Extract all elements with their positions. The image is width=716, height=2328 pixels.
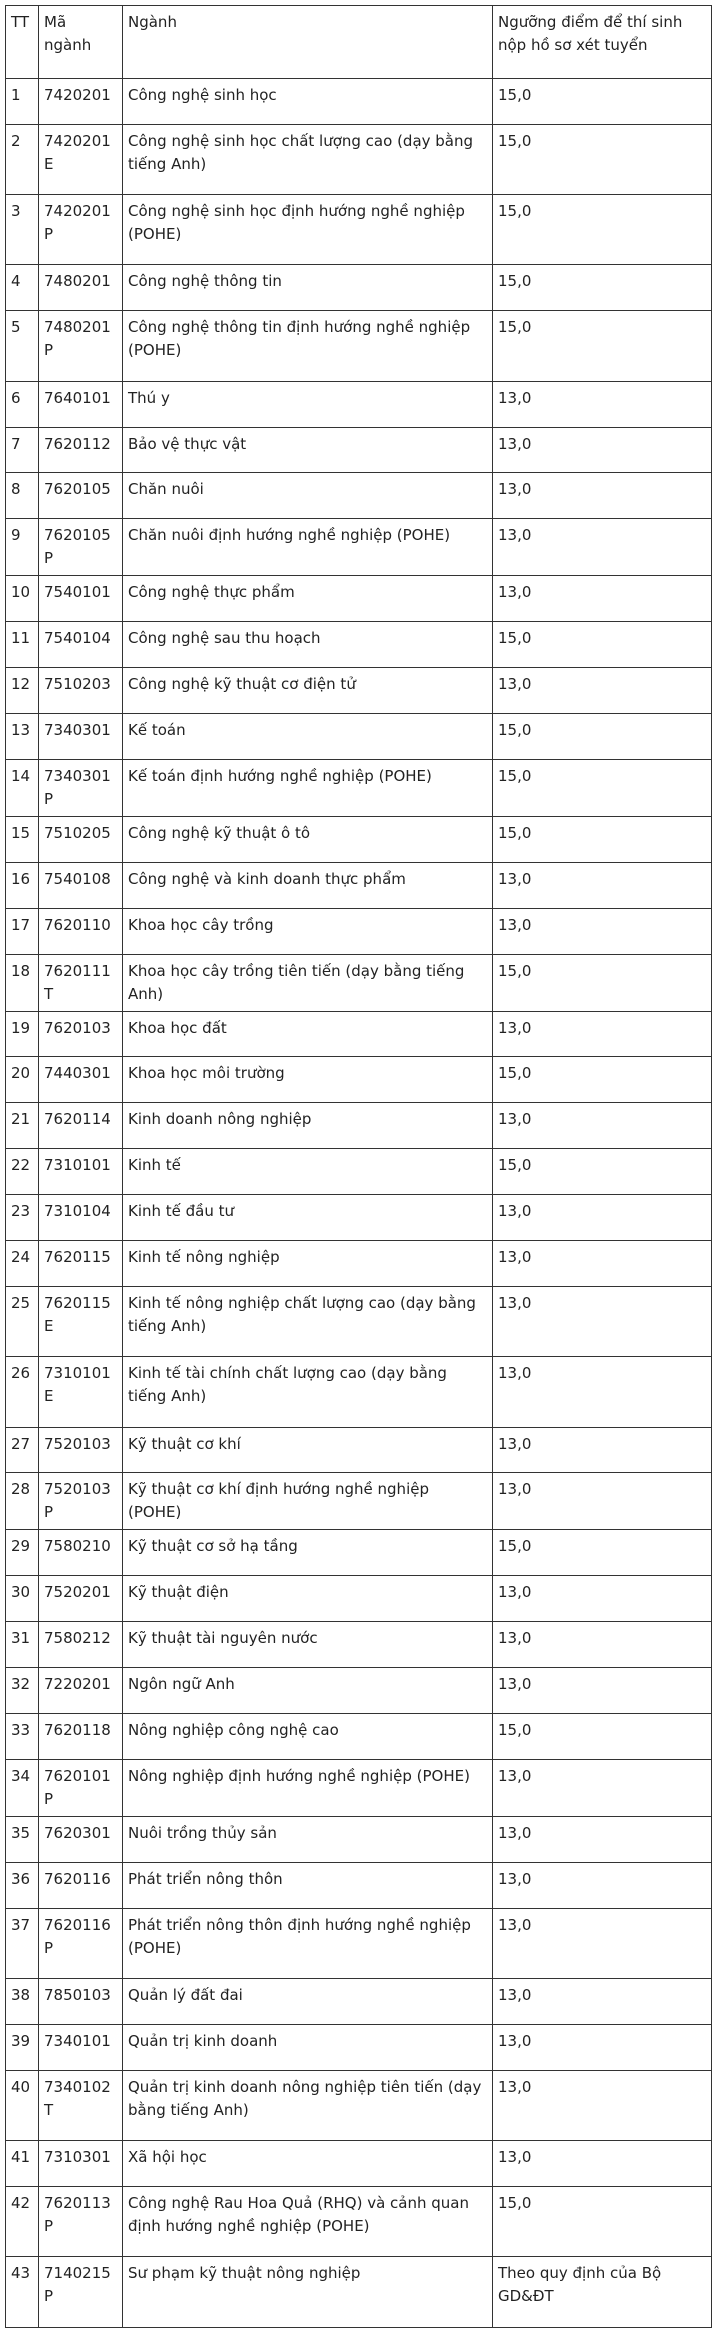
row-code-cell: 7520103	[39, 1427, 123, 1473]
row-major-cell: Công nghệ thực phẩm	[123, 576, 493, 622]
row-major-cell: Kinh tế	[123, 1149, 493, 1195]
table-row	[6, 1759, 712, 1816]
row-code-cell: 7220201	[39, 1668, 123, 1714]
table-row	[6, 1622, 712, 1668]
row-tt-cell: 11	[6, 622, 39, 668]
row-major-cell: Kinh tế nông nghiệp chất lượng cao (dạy bằng tiếng Anh)	[123, 1286, 493, 1356]
row-code-cell: 7480201P	[39, 311, 123, 381]
row-score-cell: 15,0	[493, 1149, 712, 1195]
row-tt-cell: 40	[6, 2070, 39, 2140]
row-major-cell: Ngôn ngữ Anh	[123, 1668, 493, 1714]
row-score-cell: 15,0	[493, 124, 712, 194]
row-code-cell: 7620112	[39, 427, 123, 473]
row-score-cell: 15,0	[493, 1530, 712, 1576]
row-score-cell: 13,0	[493, 381, 712, 427]
row-tt-cell: 25	[6, 1286, 39, 1356]
row-code-cell: 7310101	[39, 1149, 123, 1195]
row-tt-cell: 29	[6, 1530, 39, 1576]
table-row	[6, 1103, 712, 1149]
row-score-cell: 13,0	[493, 1286, 712, 1356]
row-code-cell: 7420201P	[39, 195, 123, 265]
row-score-cell: 13,0	[493, 1668, 712, 1714]
row-tt-cell: 13	[6, 714, 39, 760]
row-score-cell: 13,0	[493, 576, 712, 622]
row-tt-cell: 12	[6, 668, 39, 714]
row-tt-cell: 3	[6, 195, 39, 265]
row-major-cell: Khoa học môi trường	[123, 1057, 493, 1103]
row-code-cell: 7340301	[39, 714, 123, 760]
row-code-cell: 7620115	[39, 1241, 123, 1287]
row-tt-cell: 17	[6, 908, 39, 954]
table-row	[6, 1286, 712, 1356]
row-tt-cell: 15	[6, 816, 39, 862]
row-code-cell: 7580212	[39, 1622, 123, 1668]
table-row	[6, 1862, 712, 1908]
row-code-cell: 7310101E	[39, 1357, 123, 1427]
row-score-cell: 13,0	[493, 519, 712, 576]
row-tt-cell: 14	[6, 759, 39, 816]
row-tt-cell: 22	[6, 1149, 39, 1195]
row-major-cell: Kinh doanh nông nghiệp	[123, 1103, 493, 1149]
row-major-cell: Công nghệ sinh học chất lượng cao (dạy bằng tiếng Anh)	[123, 124, 493, 194]
row-tt-cell: 18	[6, 954, 39, 1011]
row-major-cell: Kinh tế nông nghiệp	[123, 1241, 493, 1287]
row-code-cell: 7310301	[39, 2141, 123, 2187]
row-code-cell: 7510203	[39, 668, 123, 714]
row-score-cell: 15,0	[493, 1713, 712, 1759]
row-score-cell: 13,0	[493, 1816, 712, 1862]
row-major-cell: Chăn nuôi	[123, 473, 493, 519]
row-major-cell: Kỹ thuật cơ khí định hướng nghề nghiệp (POHE)	[123, 1473, 493, 1530]
row-major-cell: Kế toán định hướng nghề nghiệp (POHE)	[123, 759, 493, 816]
row-tt-cell: 16	[6, 862, 39, 908]
row-code-cell: 7420201	[39, 79, 123, 125]
table-row	[6, 519, 712, 576]
row-tt-cell: 21	[6, 1103, 39, 1149]
row-code-cell: 7620111T	[39, 954, 123, 1011]
table-row	[6, 1195, 712, 1241]
table-row	[6, 1576, 712, 1622]
row-score-cell: 13,0	[493, 473, 712, 519]
row-code-cell: 7620116P	[39, 1908, 123, 1978]
row-major-cell: Công nghệ thông tin	[123, 265, 493, 311]
row-major-cell: Kỹ thuật cơ khí	[123, 1427, 493, 1473]
table-row	[6, 954, 712, 1011]
table-row	[6, 79, 712, 125]
row-major-cell: Công nghệ sinh học	[123, 79, 493, 125]
row-code-cell: 7440301	[39, 1057, 123, 1103]
row-tt-cell: 7	[6, 427, 39, 473]
row-score-cell: 15,0	[493, 311, 712, 381]
row-tt-cell: 6	[6, 381, 39, 427]
row-code-cell: 7620114	[39, 1103, 123, 1149]
row-score-cell: 13,0	[493, 668, 712, 714]
table-row	[6, 1011, 712, 1057]
row-major-cell: Thú y	[123, 381, 493, 427]
row-tt-cell: 38	[6, 1978, 39, 2024]
row-code-cell: 7420201E	[39, 124, 123, 194]
row-major-cell: Phát triển nông thôn định hướng nghề nghiệp (POHE)	[123, 1908, 493, 1978]
row-code-cell: 7620105P	[39, 519, 123, 576]
row-tt-cell: 19	[6, 1011, 39, 1057]
row-tt-cell: 28	[6, 1473, 39, 1530]
row-score-cell: 13,0	[493, 2141, 712, 2187]
row-major-cell: Chăn nuôi định hướng nghề nghiệp (POHE)	[123, 519, 493, 576]
row-code-cell: 7620116	[39, 1862, 123, 1908]
row-score-cell: 13,0	[493, 862, 712, 908]
row-tt-cell: 42	[6, 2186, 39, 2256]
row-code-cell: 7620115E	[39, 1286, 123, 1356]
row-tt-cell: 20	[6, 1057, 39, 1103]
table-row	[6, 2141, 712, 2187]
row-tt-cell: 33	[6, 1713, 39, 1759]
row-major-cell: Kế toán	[123, 714, 493, 760]
row-score-cell: 15,0	[493, 816, 712, 862]
row-code-cell: 7340301P	[39, 759, 123, 816]
table-row	[6, 862, 712, 908]
row-score-cell: 15,0	[493, 759, 712, 816]
row-tt-cell: 31	[6, 1622, 39, 1668]
row-code-cell: 7520201	[39, 1576, 123, 1622]
table-row	[6, 473, 712, 519]
row-code-cell: 7620103	[39, 1011, 123, 1057]
row-score-cell: 13,0	[493, 908, 712, 954]
row-score-cell: 13,0	[493, 1241, 712, 1287]
table-row	[6, 908, 712, 954]
header-code: Mã ngành	[39, 6, 123, 79]
table-row	[6, 311, 712, 381]
row-major-cell: Kinh tế tài chính chất lượng cao (dạy bằng tiếng Anh)	[123, 1357, 493, 1427]
row-tt-cell: 24	[6, 1241, 39, 1287]
row-score-cell: 13,0	[493, 1357, 712, 1427]
row-major-cell: Công nghệ Rau Hoa Quả (RHQ) và cảnh quan định hướng nghề nghiệp (POHE)	[123, 2186, 493, 2256]
row-tt-cell: 30	[6, 1576, 39, 1622]
table-row	[6, 265, 712, 311]
row-tt-cell: 39	[6, 2024, 39, 2070]
row-major-cell: Bảo vệ thực vật	[123, 427, 493, 473]
row-code-cell: 7340101	[39, 2024, 123, 2070]
row-score-cell: 13,0	[493, 1978, 712, 2024]
row-code-cell: 7620110	[39, 908, 123, 954]
table-row	[6, 1978, 712, 2024]
row-major-cell: Công nghệ và kinh doanh thực phẩm	[123, 862, 493, 908]
row-code-cell: 7540108	[39, 862, 123, 908]
row-tt-cell: 1	[6, 79, 39, 125]
table-row	[6, 668, 712, 714]
row-score-cell: 13,0	[493, 1908, 712, 1978]
row-score-cell: 15,0	[493, 195, 712, 265]
table-row	[6, 576, 712, 622]
table-row	[6, 1057, 712, 1103]
table-row	[6, 2070, 712, 2140]
row-major-cell: Công nghệ sinh học định hướng nghề nghiệp (POHE)	[123, 195, 493, 265]
row-score-cell: 13,0	[493, 1473, 712, 1530]
row-tt-cell: 43	[6, 2257, 39, 2327]
table-row	[6, 1908, 712, 1978]
row-major-cell: Công nghệ sau thu hoạch	[123, 622, 493, 668]
row-tt-cell: 4	[6, 265, 39, 311]
row-major-cell: Kỹ thuật tài nguyên nước	[123, 1622, 493, 1668]
row-score-cell: 15,0	[493, 1057, 712, 1103]
table-row	[6, 124, 712, 194]
row-tt-cell: 34	[6, 1759, 39, 1816]
row-major-cell: Nông nghiệp công nghệ cao	[123, 1713, 493, 1759]
row-major-cell: Khoa học đất	[123, 1011, 493, 1057]
row-tt-cell: 32	[6, 1668, 39, 1714]
row-score-cell: 15,0	[493, 954, 712, 1011]
table-header-row	[6, 6, 712, 79]
row-tt-cell: 27	[6, 1427, 39, 1473]
header-major: Ngành	[123, 6, 493, 79]
row-score-cell: 13,0	[493, 1576, 712, 1622]
row-major-cell: Nuôi trồng thủy sản	[123, 1816, 493, 1862]
table-row	[6, 381, 712, 427]
row-tt-cell: 2	[6, 124, 39, 194]
table-row	[6, 1473, 712, 1530]
row-score-cell: Theo quy định của Bộ GD&ĐT	[493, 2257, 712, 2327]
row-code-cell: 7580210	[39, 1530, 123, 1576]
row-code-cell: 7340102T	[39, 2070, 123, 2140]
row-tt-cell: 35	[6, 1816, 39, 1862]
row-score-cell: 13,0	[493, 2024, 712, 2070]
row-major-cell: Xã hội học	[123, 2141, 493, 2187]
row-tt-cell: 5	[6, 311, 39, 381]
row-code-cell: 7310104	[39, 1195, 123, 1241]
row-tt-cell: 26	[6, 1357, 39, 1427]
table-row	[6, 195, 712, 265]
header-tt: TT	[6, 6, 39, 79]
table-row	[6, 1816, 712, 1862]
row-score-cell: 13,0	[493, 1862, 712, 1908]
row-score-cell: 15,0	[493, 714, 712, 760]
table-row	[6, 816, 712, 862]
table-row	[6, 1357, 712, 1427]
row-tt-cell: 9	[6, 519, 39, 576]
row-score-cell: 13,0	[493, 1103, 712, 1149]
row-major-cell: Kỹ thuật cơ sở hạ tầng	[123, 1530, 493, 1576]
table-row	[6, 1530, 712, 1576]
row-code-cell: 7540104	[39, 622, 123, 668]
table-row	[6, 2186, 712, 2256]
table-body	[6, 6, 712, 2328]
table-row	[6, 2257, 712, 2327]
table-row	[6, 714, 712, 760]
table-row	[6, 1427, 712, 1473]
row-major-cell: Công nghệ kỹ thuật ô tô	[123, 816, 493, 862]
row-code-cell: 7620118	[39, 1713, 123, 1759]
row-score-cell: 13,0	[493, 1195, 712, 1241]
row-score-cell: 13,0	[493, 1427, 712, 1473]
table-row	[6, 622, 712, 668]
row-tt-cell: 36	[6, 1862, 39, 1908]
row-score-cell: 13,0	[493, 1759, 712, 1816]
row-major-cell: Sư phạm kỹ thuật nông nghiệp	[123, 2257, 493, 2327]
row-tt-cell: 41	[6, 2141, 39, 2187]
row-major-cell: Quản trị kinh doanh nông nghiệp tiên tiến (dạy bằng tiếng Anh)	[123, 2070, 493, 2140]
row-code-cell: 7620301	[39, 1816, 123, 1862]
table-row	[6, 1668, 712, 1714]
admission-threshold-table	[5, 5, 712, 2328]
table-row	[6, 427, 712, 473]
header-score: Ngưỡng điểm để thí sinh nộp hồ sơ xét tuyển	[493, 6, 712, 79]
row-score-cell: 15,0	[493, 2186, 712, 2256]
row-score-cell: 13,0	[493, 1622, 712, 1668]
table-row	[6, 1241, 712, 1287]
row-code-cell: 7480201	[39, 265, 123, 311]
row-code-cell: 7140215P	[39, 2257, 123, 2327]
row-major-cell: Công nghệ thông tin định hướng nghề nghiệp (POHE)	[123, 311, 493, 381]
row-code-cell: 7620101P	[39, 1759, 123, 1816]
row-major-cell: Quản trị kinh doanh	[123, 2024, 493, 2070]
row-major-cell: Kỹ thuật điện	[123, 1576, 493, 1622]
row-major-cell: Kinh tế đầu tư	[123, 1195, 493, 1241]
row-code-cell: 7640101	[39, 381, 123, 427]
row-major-cell: Quản lý đất đai	[123, 1978, 493, 2024]
row-code-cell: 7620105	[39, 473, 123, 519]
row-major-cell: Phát triển nông thôn	[123, 1862, 493, 1908]
row-major-cell: Khoa học cây trồng	[123, 908, 493, 954]
row-score-cell: 15,0	[493, 265, 712, 311]
row-code-cell: 7510205	[39, 816, 123, 862]
row-tt-cell: 37	[6, 1908, 39, 1978]
table-row	[6, 1149, 712, 1195]
row-code-cell: 7850103	[39, 1978, 123, 2024]
table-row	[6, 2024, 712, 2070]
row-score-cell: 13,0	[493, 427, 712, 473]
row-score-cell: 13,0	[493, 2070, 712, 2140]
row-code-cell: 7620113P	[39, 2186, 123, 2256]
row-major-cell: Nông nghiệp định hướng nghề nghiệp (POHE)	[123, 1759, 493, 1816]
row-score-cell: 15,0	[493, 79, 712, 125]
row-score-cell: 15,0	[493, 622, 712, 668]
row-score-cell: 13,0	[493, 1011, 712, 1057]
table-row	[6, 1713, 712, 1759]
row-tt-cell: 8	[6, 473, 39, 519]
row-code-cell: 7520103P	[39, 1473, 123, 1530]
row-tt-cell: 23	[6, 1195, 39, 1241]
table-row	[6, 759, 712, 816]
row-code-cell: 7540101	[39, 576, 123, 622]
row-tt-cell: 10	[6, 576, 39, 622]
row-major-cell: Công nghệ kỹ thuật cơ điện tử	[123, 668, 493, 714]
row-major-cell: Khoa học cây trồng tiên tiến (dạy bằng tiếng Anh)	[123, 954, 493, 1011]
